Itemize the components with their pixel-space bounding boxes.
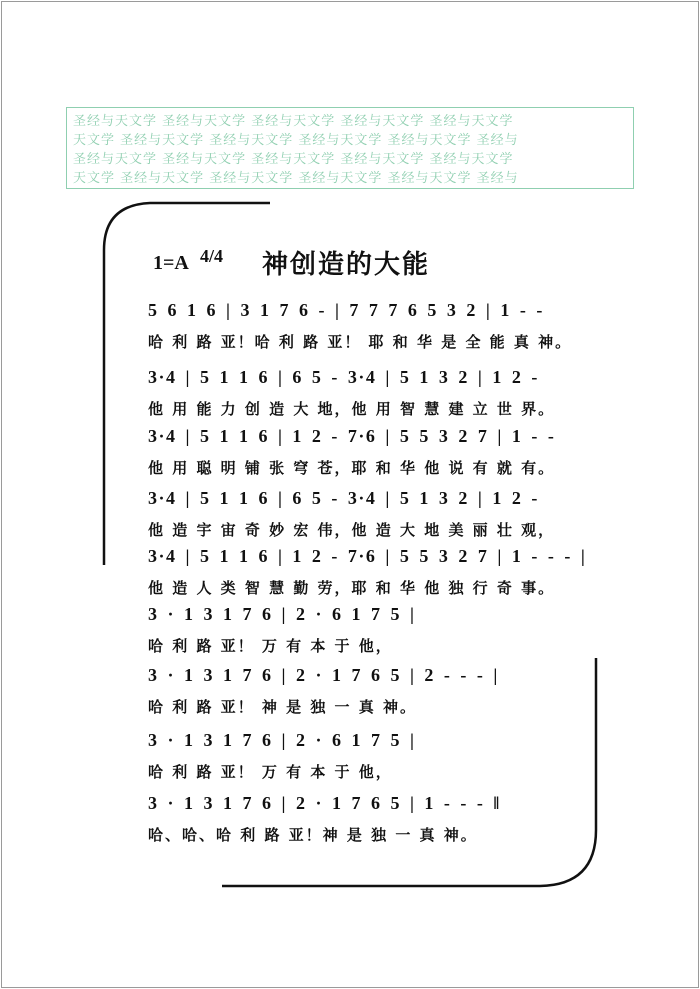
meter-top: 4 bbox=[200, 246, 209, 266]
lyric-line: 哈 利 路 亚！哈 利 路 亚！ 耶 和 华 是 全 能 真 神。 bbox=[148, 333, 573, 351]
watermark-row: 圣经与天文学 圣经与天文学 圣经与天文学 圣经与天文学 圣经与天文学 bbox=[73, 152, 514, 167]
note-line: 3·4 | 5 1 1 6 | 1 2 - 7·6 | 5 5 3 2 7 | 1 - - bbox=[148, 426, 556, 446]
note-line: 3 · 1 3 1 7 6 | 2 · 1 7 6 5 | 1 - - - ‖ bbox=[148, 793, 501, 813]
watermark-row: 天文学 圣经与天文学 圣经与天文学 圣经与天文学 圣经与天文学 圣经与 bbox=[73, 171, 519, 186]
key-signature: 1=A bbox=[153, 252, 189, 274]
note-line: 3·4 | 5 1 1 6 | 6 5 - 3·4 | 5 1 3 2 | 1 2 - bbox=[148, 367, 539, 387]
note-line: 3·4 | 5 1 1 6 | 1 2 - 7·6 | 5 5 3 2 7 | 1 - - - | bbox=[148, 546, 587, 566]
note-line: 3 · 1 3 1 7 6 | 2 · 1 7 6 5 | 2 - - - | bbox=[148, 665, 499, 685]
lyric-line: 他 造 宇 宙 奇 妙 宏 伟，他 造 大 地 美 丽 壮 观， bbox=[148, 521, 556, 539]
note-line: 3 · 1 3 1 7 6 | 2 · 6 1 7 5 | bbox=[148, 730, 416, 750]
watermark-row: 天文学 圣经与天文学 圣经与天文学 圣经与天文学 圣经与天文学 圣经与 bbox=[73, 133, 519, 148]
time-signature: 4/4 bbox=[200, 246, 224, 266]
song-title: 神创造的大能 bbox=[262, 250, 431, 280]
lyric-line: 哈 利 路 亚！ 万 有 本 于 他， bbox=[148, 763, 393, 781]
note-line: 3 · 1 3 1 7 6 | 2 · 6 1 7 5 | bbox=[148, 604, 416, 624]
lyric-line: 哈 利 路 亚！ 万 有 本 于 他， bbox=[148, 637, 393, 655]
lyric-line: 哈 利 路 亚！ 神 是 独 一 真 神。 bbox=[148, 698, 418, 716]
lyric-line: 他 用 聪 明 铺 张 穹 苍，耶 和 华 他 说 有 就 有。 bbox=[148, 459, 556, 477]
meter-bottom: 4 bbox=[214, 246, 224, 266]
note-line: 5 6 1 6 | 3 1 7 6 - | 7 7 7 6 5 3 2 | 1 - - bbox=[148, 300, 544, 320]
note-line: 3·4 | 5 1 1 6 | 6 5 - 3·4 | 5 1 3 2 | 1 2 - bbox=[148, 488, 539, 508]
lyric-line: 哈、哈、哈 利 路 亚！神 是 独 一 真 神。 bbox=[148, 826, 478, 844]
watermark-row: 圣经与天文学 圣经与天文学 圣经与天文学 圣经与天文学 圣经与天文学 bbox=[73, 114, 514, 129]
lyric-line: 他 用 能 力 创 造 大 地，他 用 智 慧 建 立 世 界。 bbox=[148, 400, 556, 418]
lyric-line: 他 造 人 类 智 慧 勤 劳，耶 和 华 他 独 行 奇 事。 bbox=[148, 579, 556, 597]
